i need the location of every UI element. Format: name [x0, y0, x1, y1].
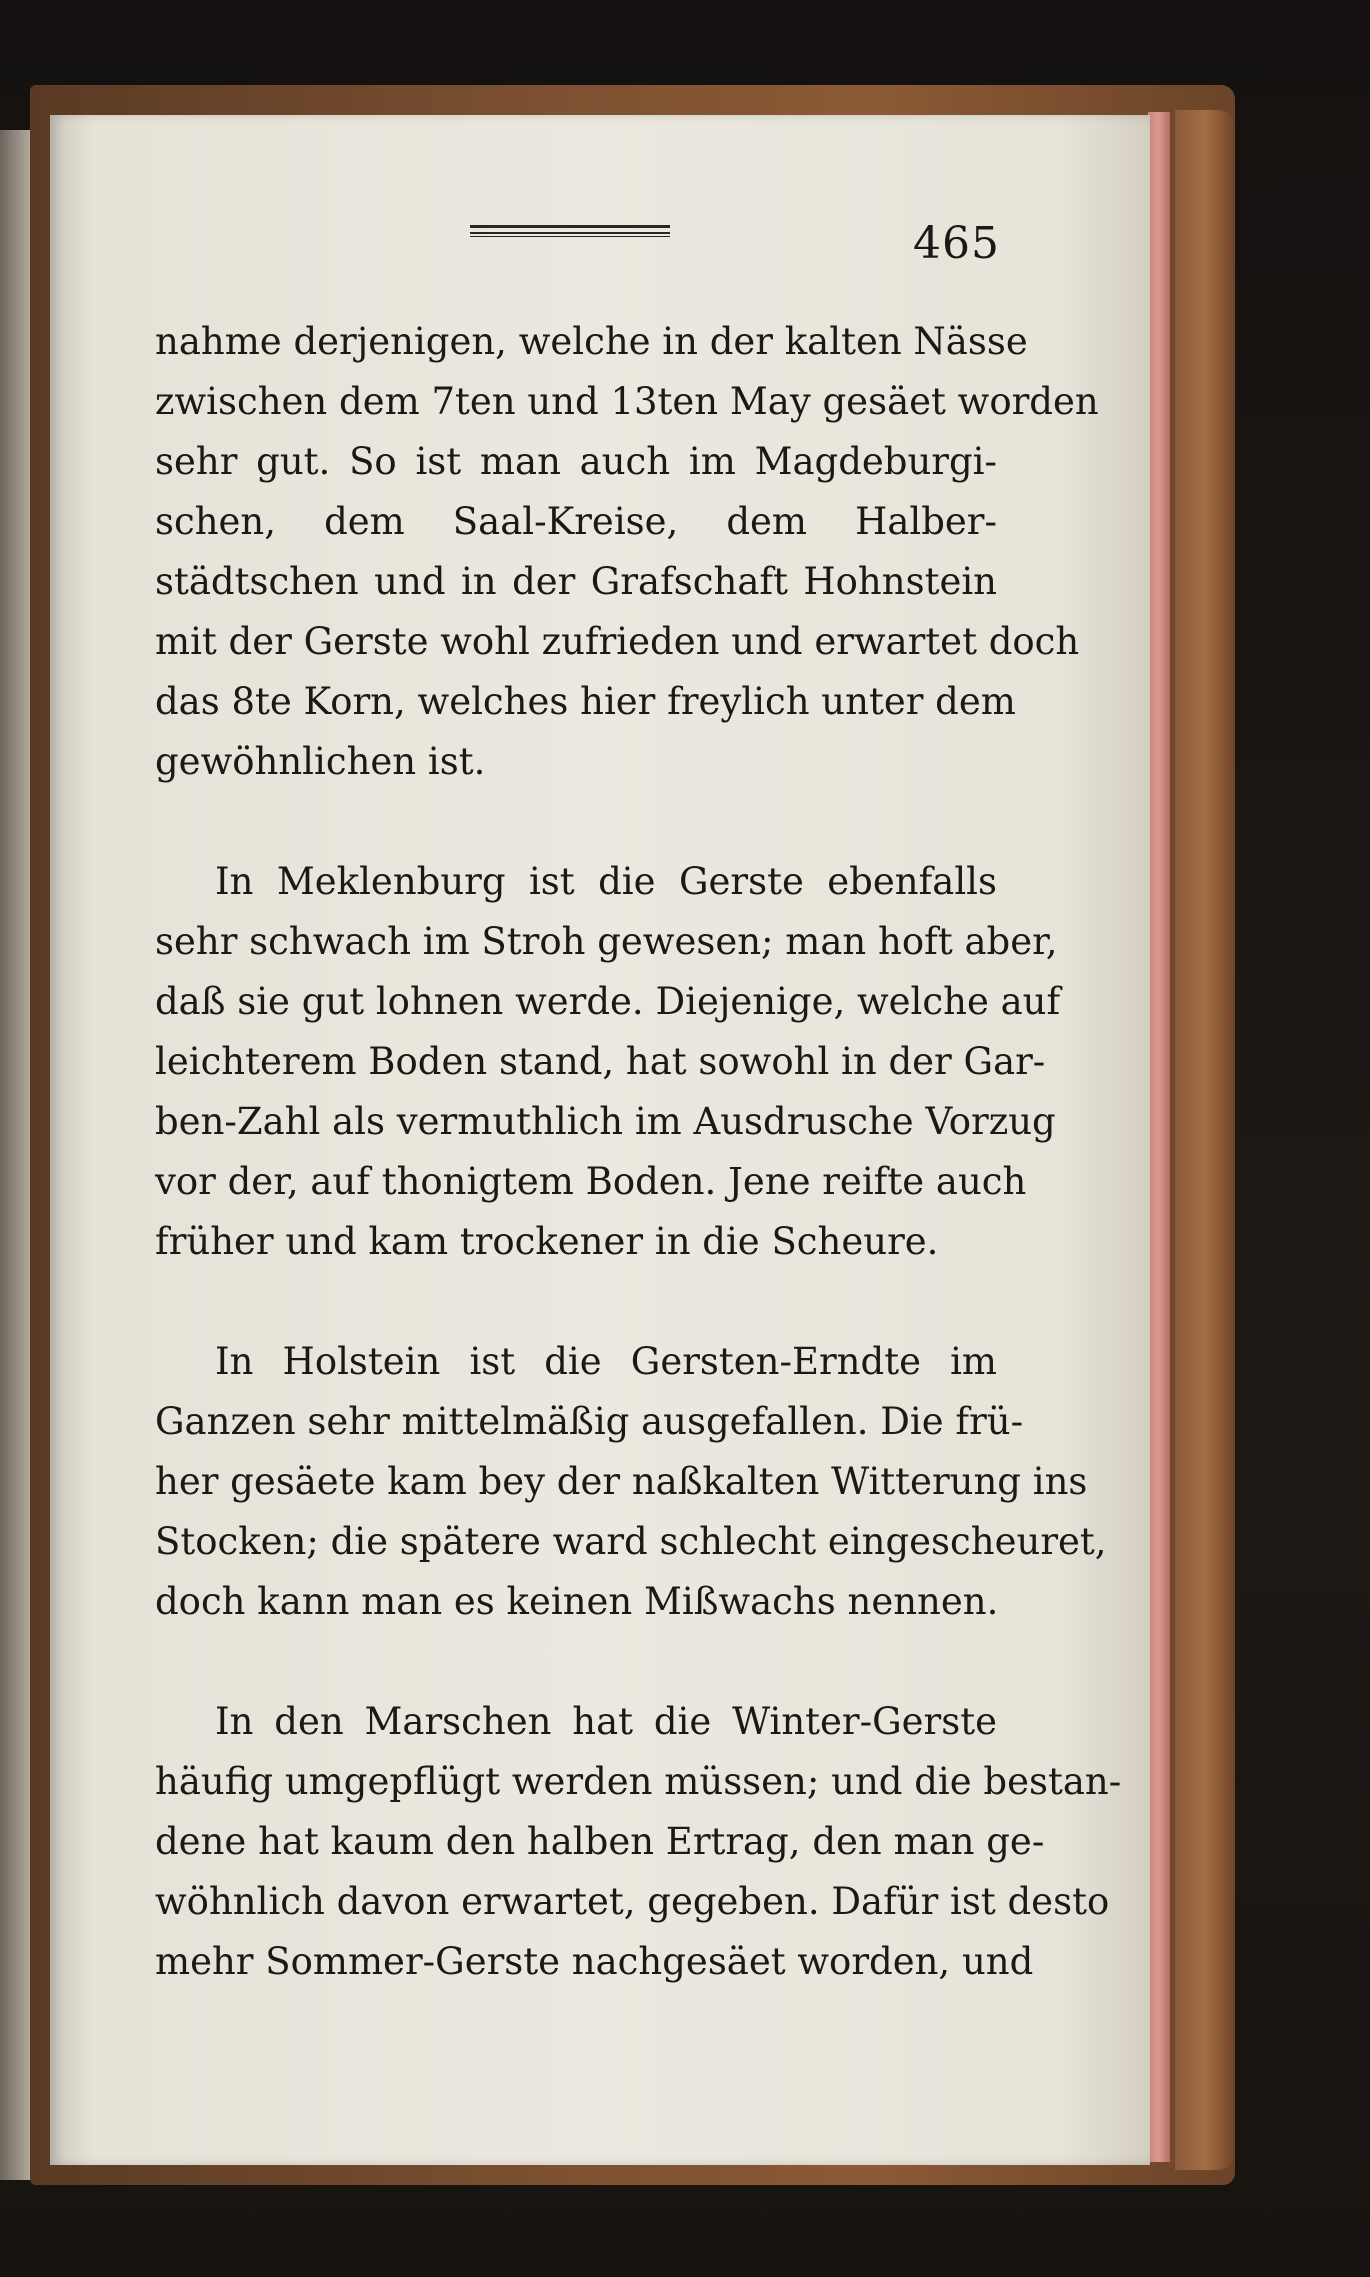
paragraph	[155, 1332, 1107, 1632]
body-text	[155, 312, 1122, 1992]
text-line: städtschen und in der Grafschaft Hohnstein	[155, 560, 997, 603]
text-line: sehr gut. So ist man auch im Magdeburgi-	[155, 440, 997, 483]
text-line: das 8te Korn, welches hier freylich unter dem	[155, 680, 1016, 723]
text-line: zwischen dem 7ten und 13ten May gesäet worden	[155, 380, 1099, 423]
text-line: dene hat kaum den halben Ertrag, den man ge-	[155, 1820, 1045, 1863]
paragraph	[155, 1692, 1122, 1992]
page-number: 465	[913, 218, 1000, 269]
text-line: In Meklenburg ist die Gerste ebenfalls	[215, 860, 997, 903]
text-line: häufig umgepflügt werden müssen; und die bestan-	[155, 1760, 1122, 1803]
paragraph	[155, 852, 1061, 1272]
text-line: doch kann man es keinen Mißwachs nennen.	[155, 1580, 999, 1623]
text-line: ben-Zahl als vermuthlich im Ausdrusche Vorzug	[155, 1100, 1056, 1143]
book-cover-edge	[1175, 110, 1235, 2170]
text-line: leichterem Boden stand, hat sowohl in der Gar-	[155, 1040, 1046, 1083]
header-rule-ornament	[470, 225, 670, 239]
text-line: vor der, auf thonigtem Boden. Jene reifte auch	[155, 1160, 1027, 1203]
text-line: früher und kam trockener in die Scheure.	[155, 1220, 939, 1263]
text-line: schen, dem Saal-Kreise, dem Halber-	[155, 500, 997, 543]
text-line: nahme derjenigen, welche in der kalten Nässe	[155, 320, 1028, 363]
red-page-edges	[1148, 112, 1170, 2162]
text-line: mit der Gerste wohl zufrieden und erwartet doch	[155, 620, 1080, 663]
text-line: daß sie gut lohnen werde. Diejenige, welche auf	[155, 980, 1061, 1023]
paragraph	[155, 312, 1099, 792]
text-line: wöhnlich davon erwartet, gegeben. Dafür ist desto	[155, 1880, 1110, 1923]
text-line: mehr Sommer-Gerste nachgesäet worden, und	[155, 1940, 1034, 1983]
text-line: In den Marschen hat die Winter-Gerste	[215, 1700, 997, 1743]
text-line: Stocken; die spätere ward schlecht eingescheuret,	[155, 1520, 1107, 1563]
text-line: her gesäete kam bey der naßkalten Witterung ins	[155, 1460, 1088, 1503]
text-line: Ganzen sehr mittelmäßig ausgefallen. Die frü-	[155, 1400, 1024, 1443]
text-line: gewöhnlichen ist.	[155, 740, 486, 783]
text-line: In Holstein ist die Gersten-Erndte im	[215, 1340, 997, 1383]
text-line: sehr schwach im Stroh gewesen; man hoft aber,	[155, 920, 1058, 963]
